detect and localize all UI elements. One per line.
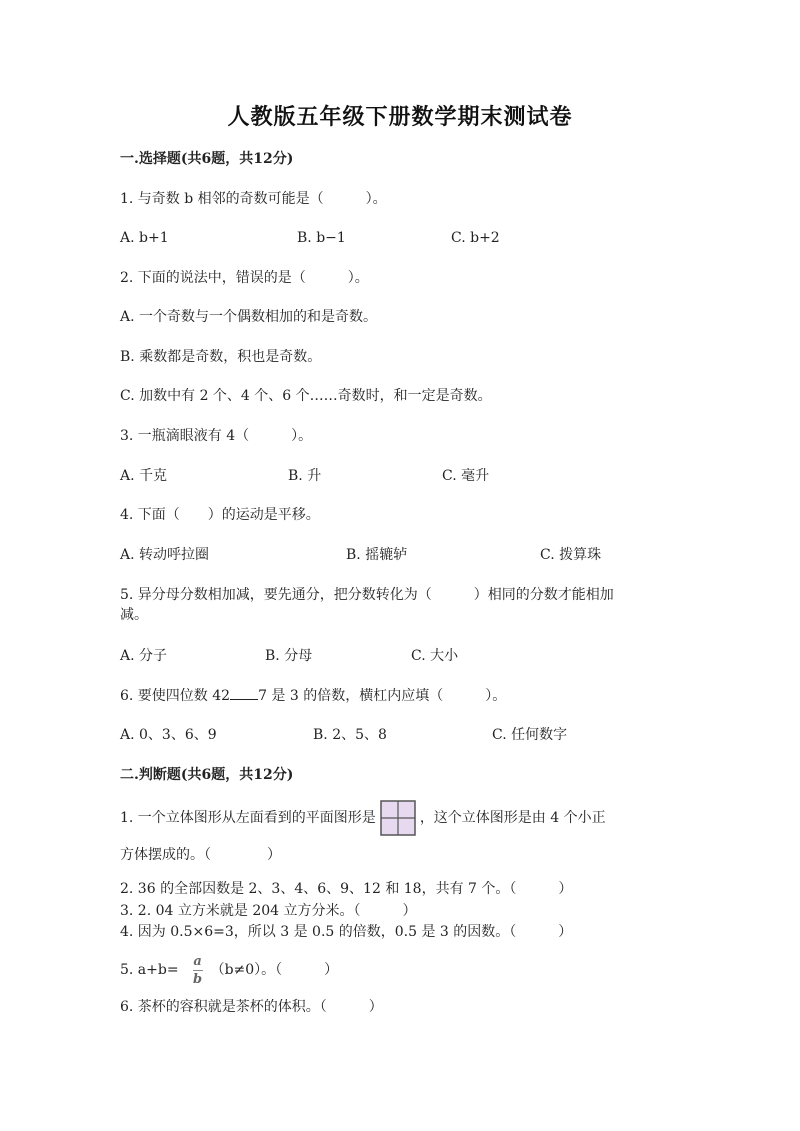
section-heading-choice: 一.选择题(共6题，共12分) — [120, 151, 294, 167]
page-title: 人教版五年级下册数学期末测试卷 — [227, 104, 573, 130]
question-3-stem: 3. 一瓶滴眼液有 4（ ）。 — [120, 428, 313, 444]
question-6-options — [120, 725, 680, 745]
question-2-option-c: C. 加数中有 2 个、4 个、6 个……奇数时，和一定是奇数。 — [120, 388, 492, 404]
question-6-stem — [120, 685, 506, 706]
left-view-grid-figure — [380, 800, 416, 836]
option-a: A. 分子 — [120, 648, 168, 664]
option-c: C. 大小 — [411, 648, 459, 664]
judgment-1-line1 — [120, 798, 606, 838]
question-3-options — [120, 466, 680, 486]
judgment-1-text-end: ，这个立体图形是由 4 个小正 — [419, 810, 606, 826]
section-heading-judgment: 二.判断题(共6题，共12分) — [120, 767, 294, 783]
option-b: B. 摇辘轳 — [346, 547, 408, 563]
option-a: A. b+1 — [120, 230, 169, 246]
question-4-options — [120, 545, 680, 565]
option-a: A. 0、3、6、9 — [120, 727, 217, 743]
fraction-numerator: a — [193, 953, 202, 969]
question-2-option-a: A. 一个奇数与一个偶数相加的和是奇数。 — [120, 309, 378, 325]
option-c: C. 拨算珠 — [540, 547, 602, 563]
question-5-options — [120, 646, 680, 666]
fraction-a-over-b — [193, 954, 203, 987]
judgment-6: 6. 茶杯的容积就是茶杯的体积。（ ） — [120, 999, 383, 1015]
question-4-stem: 4. 下面（ ）的运动是平移。 — [120, 507, 320, 523]
question-2-stem: 2. 下面的说法中，错误的是（ ）。 — [120, 270, 369, 286]
question-1-options — [120, 228, 680, 248]
option-a: A. 转动呼拉圈 — [120, 547, 210, 563]
question-6-stem-end: 7 是 3 的倍数，横杠内应填（ ）。 — [258, 688, 507, 704]
option-b: B. 升 — [288, 468, 322, 484]
option-b: B. 2、5、8 — [313, 727, 387, 743]
judgment-5-text-end: （b≠0）。（ ） — [210, 962, 339, 978]
judgment-5-text-start: 5. a+b= — [120, 962, 179, 978]
option-b: B. 分母 — [265, 648, 313, 664]
option-c: C. b+2 — [451, 230, 500, 246]
fill-blank — [230, 685, 258, 700]
judgment-2: 2. 36 的全部因数是 2、3、4、6、9、12 和 18，共有 7 个。（ ） — [120, 881, 573, 897]
question-6-stem-start: 6. 要使四位数 42 — [120, 688, 231, 704]
judgment-3: 3. 2. 04 立方米就是 204 立方分米。（ ） — [120, 903, 417, 919]
option-b: B. b−1 — [297, 230, 346, 246]
question-5-stem-line2: 减。 — [120, 607, 148, 623]
judgment-4: 4. 因为 0.5×6=3，所以 3 是 0.5 的倍数，0.5 是 3 的因数。（ ） — [120, 924, 573, 940]
question-5-stem-line1: 5. 异分母分数相加减，要先通分，把分数转化为（ ）相同的分数才能相加 — [120, 587, 614, 603]
judgment-1-line2: 方体摆成的。（ ） — [120, 847, 281, 863]
question-2-option-b: B. 乘数都是奇数，积也是奇数。 — [120, 349, 322, 365]
judgment-5 — [120, 952, 338, 988]
fraction-denominator: b — [193, 971, 203, 987]
judgment-1-text-start: 1. 一个立体图形从左面看到的平面图形是 — [120, 810, 376, 826]
option-c: C. 毫升 — [442, 468, 490, 484]
fraction-bar — [193, 970, 203, 971]
question-1-stem: 1. 与奇数 b 相邻的奇数可能是（ ）。 — [120, 191, 387, 207]
option-a: A. 千克 — [120, 468, 168, 484]
option-c: C. 任何数字 — [492, 727, 568, 743]
